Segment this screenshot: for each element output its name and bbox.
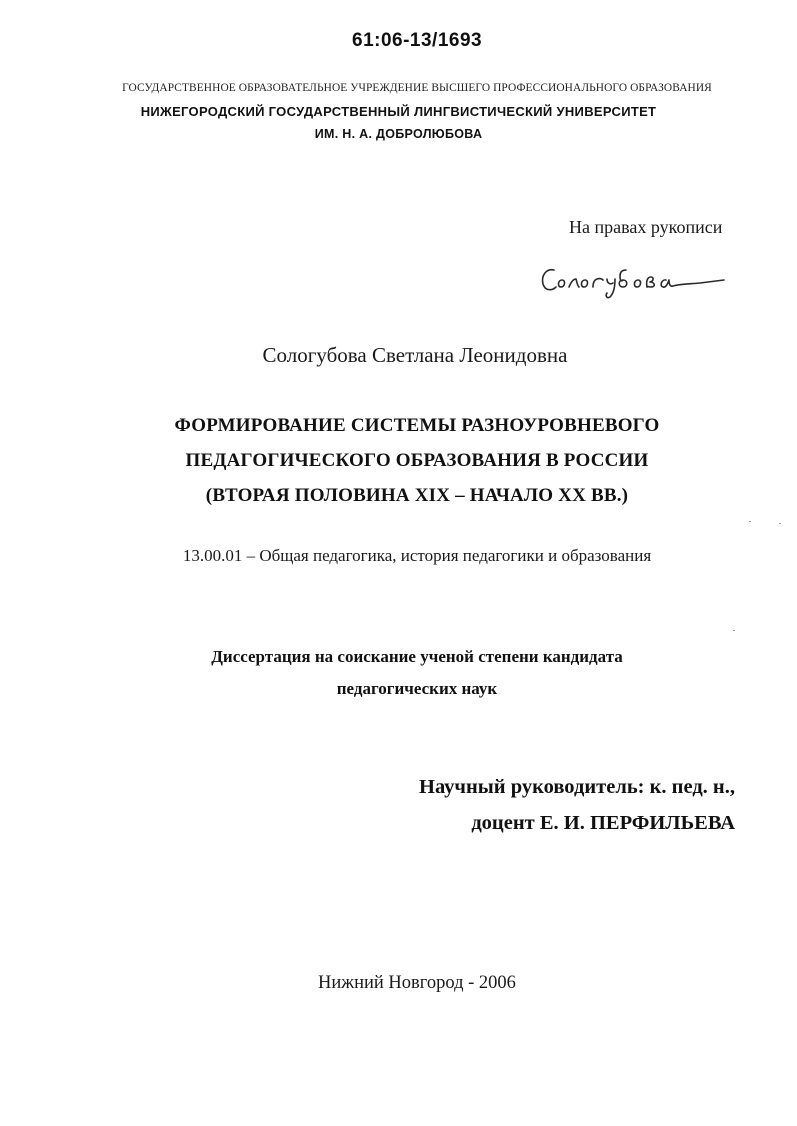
- degree-statement-line-1: Диссертация на соискание ученой степени кандидата: [211, 647, 623, 666]
- scan-speck: [749, 521, 751, 522]
- city-and-year: Нижний Новгород - 2006: [318, 973, 516, 993]
- catalog-number: 61:06-13/1693: [352, 30, 483, 51]
- manuscript-rights-note: На правах рукописи: [569, 217, 723, 237]
- scan-speck: [733, 630, 735, 631]
- dissertation-title-line-2: ПЕДАГОГИЧЕСКОГО ОБРАЗОВАНИЯ В РОССИИ: [185, 450, 649, 471]
- university-name: НИЖЕГОРОДСКИЙ ГОСУДАРСТВЕННЫЙ ЛИНГВИСТИЧЕСКИЙ УНИВЕРСИТЕТ: [140, 104, 657, 119]
- scan-speck: [779, 523, 781, 524]
- dissertation-title-line-1: ФОРМИРОВАНИЕ СИСТЕМЫ РАЗНОУРОВНЕВОГО: [174, 415, 660, 436]
- author-name: Сологубова Светлана Леонидовна: [262, 343, 568, 367]
- supervisor-line-1: Научный руководитель: к. пед. н.,: [419, 776, 735, 798]
- dissertation-title-line-3: (ВТОРАЯ ПОЛОВИНА XIX – НАЧАЛО XX ВВ.): [205, 485, 629, 506]
- supervisor-line-2: доцент Е. И. ПЕРФИЛЬЕВА: [471, 812, 735, 834]
- handwritten-signature: [538, 258, 728, 300]
- institution-type: ГОСУДАРСТВЕННОЕ ОБРАЗОВАТЕЛЬНОЕ УЧРЕЖДЕНИЕ ВЫСШЕГО ПРОФЕССИОНАЛЬНОГО ОБРАЗОВАНИЯ: [122, 82, 712, 94]
- specialty-code: 13.00.01 – Общая педагогика, история педагогики и образования: [182, 546, 652, 565]
- degree-statement-line-2: педагогических наук: [336, 679, 498, 698]
- university-named-after: ИМ. Н. А. ДОБРОЛЮБОВА: [314, 127, 483, 141]
